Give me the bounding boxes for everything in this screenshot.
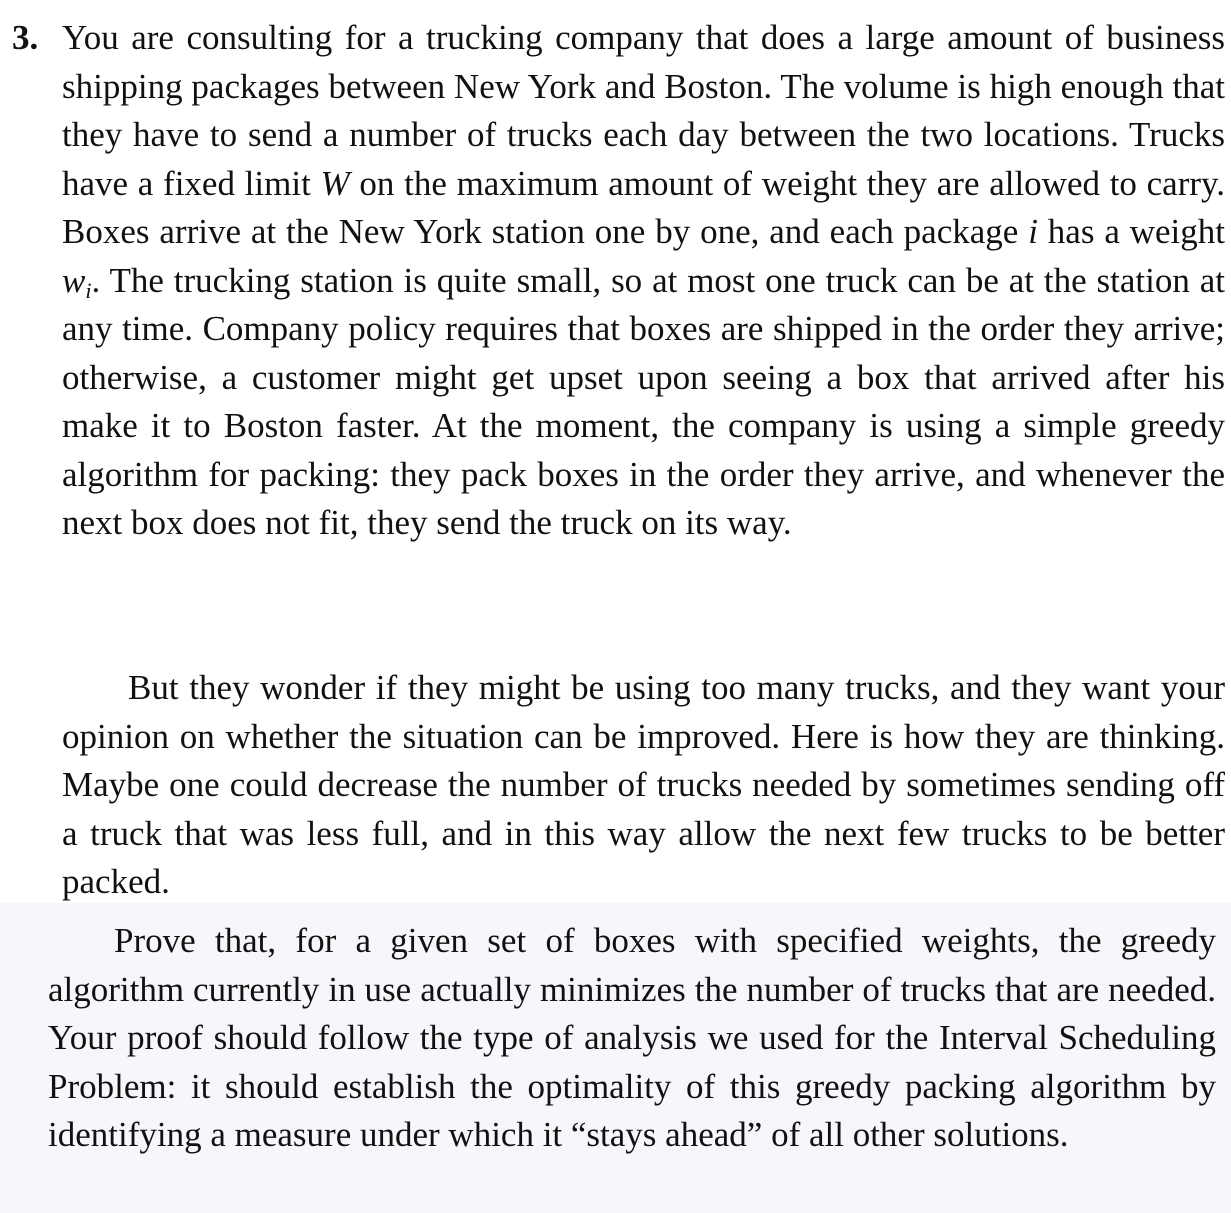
question-highlight-box <box>0 903 1231 1213</box>
statement-text-part-2: on the maximum amount of weight they are allowed to carry. Boxes arrive at the New York station one by one, and each package <box>62 163 1226 251</box>
concern-paragraph: But they wonder if they might be using too many trucks, and they want your opinion on whether the situation can be improved. Here is how they are thinking. Maybe one could decrease the number of trucks needed by sometimes sending off a truck that was less full, and in this way allow the next few trucks to be better packed. <box>62 668 1225 901</box>
variable-W: W <box>320 163 350 203</box>
variable-i: i <box>1028 212 1038 251</box>
problem-number: 3. <box>12 18 39 57</box>
statement-text-part-4: . The trucking station is quite small, so at most one truck can be at the station at any time. Company policy requires that boxes are shipped in the order they arrive; otherwise, a customer might get upset upon seeing a box that arrived after his make it to Boston faster. At the moment, the company is using a simple greedy algorithm for packing: they pack boxes in the order they arrive, and whenever the next box does not fit, they send the truck on its way. <box>62 260 1225 542</box>
problem-statement-paragraph <box>62 14 1225 548</box>
subscript-i: i <box>85 277 92 303</box>
variable-w: w <box>62 260 86 300</box>
statement-text-part-3: has a weight <box>1037 212 1226 251</box>
statement-text-part-1: You are consulting for a trucking company that does a large amount of business shipping packages between New York and Boston. The volume is high enough that they have to send a number of trucks each day between the two locations. Trucks have a fixed limit <box>62 18 1225 203</box>
question-paragraph: Prove that, for a given set of boxes with specified weights, the greedy algorithm currently in use actually minimizes the number of trucks that are needed. Your proof should follow the type of analysis we used for the Interval Scheduling Problem: it should establish the optimality of this greedy packing algorithm by identifying a measure under which it “stays ahead” of all other solutions. <box>48 921 1216 1154</box>
